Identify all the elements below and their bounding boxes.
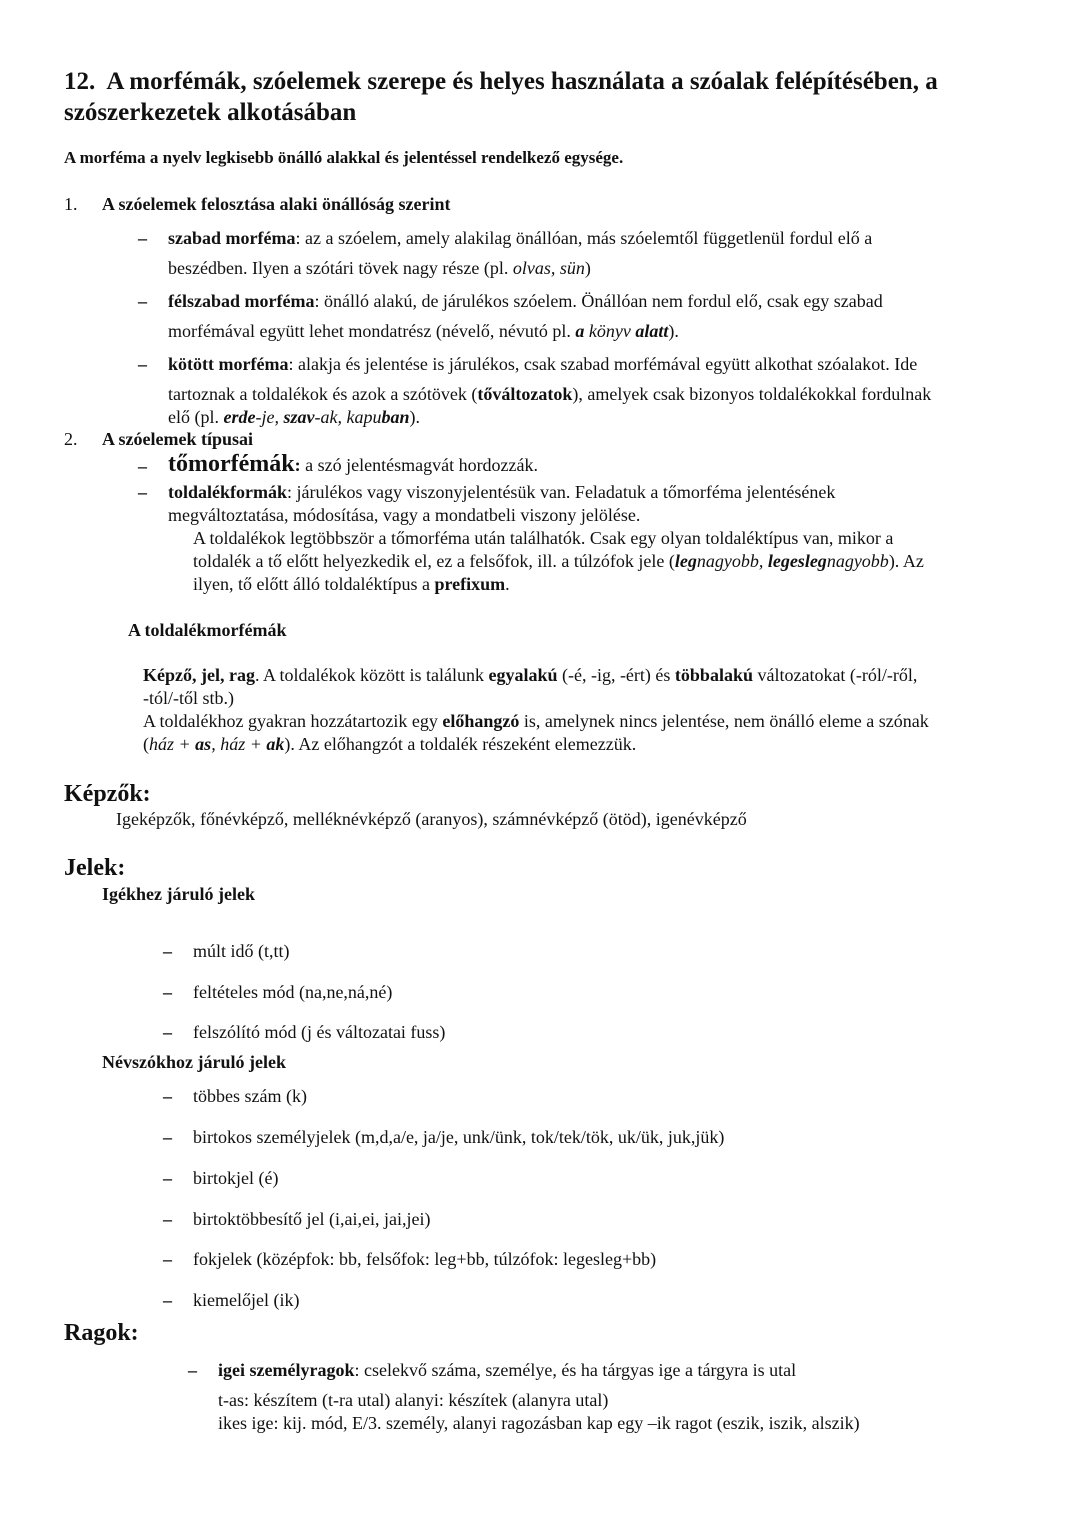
bullet: – xyxy=(163,982,172,1002)
list-item: birtokos személyjelek (m,d,a/e, ja/je, unk/ünk, tok/tek/tök, uk/ük, juk,jük) xyxy=(193,1127,725,1147)
section1-heading: A szóelemek felosztása alaki önállóság szerint xyxy=(102,194,451,214)
list-item: birtoktöbbesítő jel (i,ai,ei, jai,jei) xyxy=(193,1209,431,1229)
list-item-felszabad: félszabad morféma: önálló alakú, de járulékos szóelem. Önállóan nem fordul elő, csak egy szabad morfémával együtt lehet mondatrész (névelő, névutó pl. a könyv alatt). xyxy=(168,291,883,341)
bullet: – xyxy=(163,1249,172,1269)
ragok-text: t-as: készítem (t-ra utal) alanyi: készítek (alanyra utal) ikes ige: kij. mód, E/3. személy, alanyi ragozásban kap egy –ik ragot (eszik, iszik, alszik) xyxy=(218,1390,860,1433)
bullet: – xyxy=(163,1290,172,1310)
bullet: – xyxy=(163,1168,172,1188)
section1-number: 1. xyxy=(64,194,78,214)
toldalek-heading: A toldalékmorfémák xyxy=(128,620,287,640)
bullet: – xyxy=(163,1086,172,1106)
section2-number: 2. xyxy=(64,429,78,449)
list-item: kiemelőjel (ik) xyxy=(193,1290,300,1310)
bullet: – xyxy=(163,941,172,961)
list-item-tomorfemak: tőmorfémák: a szó jelentésmagvát hordozzák. xyxy=(168,451,539,477)
intro-text: A morféma a nyelv legkisebb önálló alakkal és jelentéssel rendelkező egysége. xyxy=(64,148,624,167)
ragok-heading: Ragok: xyxy=(64,1320,139,1346)
bullet: – xyxy=(163,1209,172,1229)
toldalek-paragraph: A toldalékok legtöbbször a tőmorféma után találhatók. Csak egy olyan toldaléktípus van, mikor a toldalék a tő előtt helyezkedik el, ez a felsőfok, ill. a túlzófok jele (legnagyobb, legeslegnagyobb). Az ilyen, tő előtt álló toldaléktípus a prefixum. xyxy=(193,528,924,594)
list-item-szabad: szabad morféma: az a szóelem, amely alakilag önállóan, más szóelemtől függetlenül fordul elő a beszédben. Ilyen a szótári tövek nagy része (pl. olvas, sün) xyxy=(168,228,873,278)
ige-jelek-heading: Igékhez járuló jelek xyxy=(102,884,255,904)
bullet: – xyxy=(138,291,147,311)
list-item: birtokjel (é) xyxy=(193,1168,279,1188)
list-item: feltételes mód (na,ne,ná,né) xyxy=(193,982,393,1002)
bullet: – xyxy=(163,1022,172,1042)
bullet: – xyxy=(188,1360,197,1380)
list-item-kotott-line3: elő (pl. erde-je, szav-ak, kapuban). xyxy=(168,407,420,427)
title-number: 12. xyxy=(64,68,96,95)
bullet: – xyxy=(138,456,147,476)
list-item: múlt idő (t,tt) xyxy=(193,941,290,961)
page-title-line2: szószerkezetek alkotásában xyxy=(64,99,357,126)
jelek-heading: Jelek: xyxy=(64,855,126,881)
list-item: felszólító mód (j és változatai fuss) xyxy=(193,1022,446,1042)
kepzok-text: Igeképzők, főnévképző, melléknévképző (aranyos), számnévképző (ötöd), igenévképző xyxy=(116,809,747,829)
bullet: – xyxy=(138,228,147,248)
toldalek-text: Képző, jel, rag. A toldalékok között is találunk egyalakú (-é, -ig, -ért) és többalakú változatokat (-ról/-ről, -tól/-től stb.) A toldalékhoz gyakran hozzátartozik egy előhangzó is, amelynek nincs jelentése, nem önálló eleme a szónak (ház + as, ház + ak). Az előhangzót a toldalék részeként elemezzük. xyxy=(143,665,929,754)
page-title xyxy=(64,66,938,97)
nevszo-jelek-heading: Névszókhoz járuló jelek xyxy=(102,1052,286,1072)
section2-heading: A szóelemek típusai xyxy=(102,429,253,449)
list-item-toldalekformak: toldalékformák: járulékos vagy viszonyjelentésük van. Feladatuk a tőmorféma jelentésének megváltoztatása, módosítása, vagy a mondatbeli viszony jelölése. xyxy=(168,482,836,525)
kepzok-heading: Képzők: xyxy=(64,781,151,807)
title-line1: A morfémák, szóelemek szerepe és helyes használata a szóalak felépítésében, a xyxy=(106,68,938,95)
list-item: többes szám (k) xyxy=(193,1086,307,1106)
bullet: – xyxy=(138,482,147,502)
list-item-kotott: kötött morféma: alakja és jelentése is járulékos, csak szabad morfémával együtt alkothat szóalakot. Ide tartoznak a toldalékok és azok a szótövek (tőváltozatok), amelyek csak bizonyos toldalékokkal fordulnak xyxy=(168,354,932,404)
list-item: fokjelek (középfok: bb, felsőfok: leg+bb, túlzófok: legesleg+bb) xyxy=(193,1249,657,1269)
bullet: – xyxy=(163,1127,172,1147)
bullet: – xyxy=(138,354,147,374)
list-item-igei-szemelyragok: igei személyragok: cselekvő száma, személye, és ha tárgyas ige a tárgyra is utal xyxy=(218,1360,797,1380)
